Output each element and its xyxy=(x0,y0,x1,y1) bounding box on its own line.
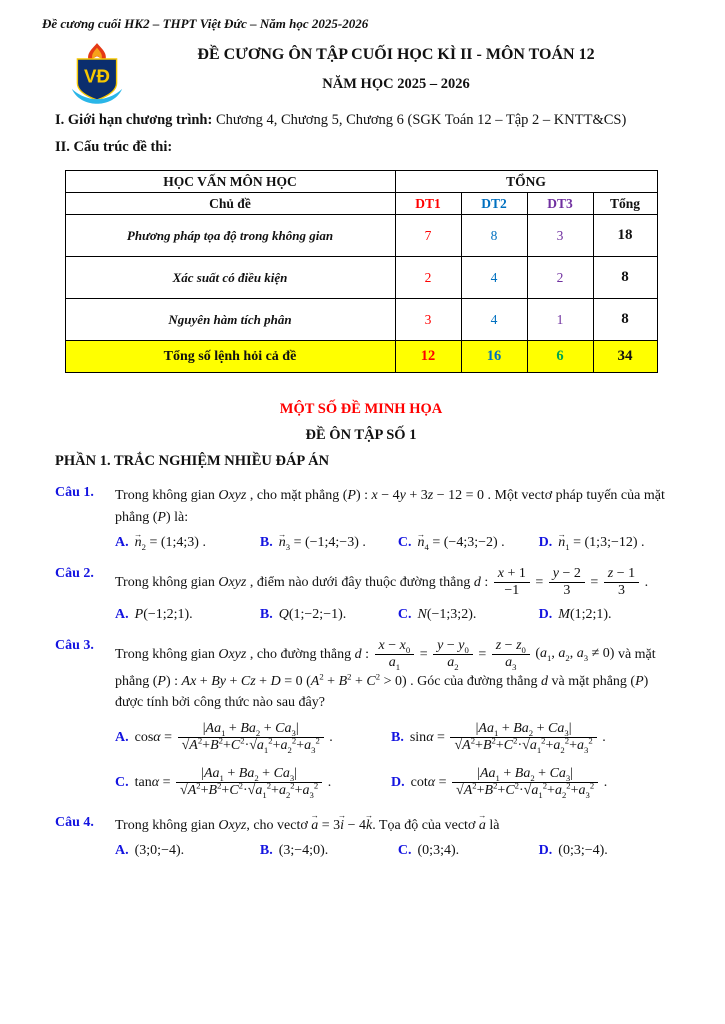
option-content: $n \to_1$ = (1;3;−12) . xyxy=(558,535,644,550)
footer-dt1: 12 xyxy=(395,341,461,373)
option-d xyxy=(539,843,667,859)
option-content: sinα = $\frac{|Aa_1 + Ba_2 + Ca_3|}{√A^2+B^2+C^2\cdot√a_1^2+a_2^2+a_3^2}$ . xyxy=(409,721,606,756)
section-scope-text: Chương 4, Chương 5, Chương 6 (SGK Toán 12 – Tập 2 – KNTT&CS) xyxy=(212,112,627,128)
row-dt2: 4 xyxy=(461,299,527,341)
option-letter: A. xyxy=(115,606,129,622)
table-footer-row xyxy=(65,341,657,373)
doc-subtitle: NĂM HỌC 2025 – 2026 xyxy=(322,76,470,92)
option-b xyxy=(391,721,667,754)
option-d xyxy=(539,535,667,551)
option-content: $n \to_2$ = (1;4;3) . xyxy=(135,535,206,550)
col-header-dt3: DT3 xyxy=(527,193,593,215)
heading-part-1: PHẦN 1. TRẮC NGHIỆM NHIỀU ĐÁP ÁN xyxy=(55,453,330,469)
question-1-options xyxy=(115,535,667,551)
table-row xyxy=(65,215,657,257)
option-letter: B. xyxy=(259,606,273,622)
row-total: 18 xyxy=(593,215,657,257)
option-a xyxy=(115,535,260,551)
option-content: $n \to_4$ = (−4;3;−2) . xyxy=(418,535,505,550)
option-content: tanα = $\frac{|Aa_1 + Ba_2 + Ca_3|}{√A^2+B^2+C^2\cdot√a_1^2+a_2^2+a_3^2}$ . xyxy=(134,766,332,801)
question-1-label: Câu 1. xyxy=(55,485,94,500)
row-total: 8 xyxy=(593,257,657,299)
heading-exam-1: ĐỀ ÔN TẬP SỐ 1 xyxy=(305,427,417,443)
option-b xyxy=(260,607,398,623)
row-dt2: 8 xyxy=(461,215,527,257)
option-c xyxy=(115,766,391,799)
option-letter: A. xyxy=(115,729,129,745)
option-letter: D. xyxy=(391,775,405,791)
option-a xyxy=(115,721,391,754)
option-d xyxy=(539,607,667,623)
heading-sample-exams: MỘT SỐ ĐỀ MINH HỌA xyxy=(279,401,443,417)
question-4-text: Trong không gian Oxyz, cho vectơ a → = 3i → − 4k →. Tọa độ của vectơ a → là xyxy=(115,815,667,837)
question-4-options xyxy=(115,843,667,859)
option-letter: C. xyxy=(115,775,129,791)
svg-text:VĐ: VĐ xyxy=(84,65,110,87)
document-header xyxy=(55,42,667,102)
table-header-right: TỔNG xyxy=(395,171,657,193)
row-dt1: 2 xyxy=(395,257,461,299)
question-1-text: Trong không gian Oxyz , cho mặt phẳng (P) : x − 4y + 3z − 12 = 0 . Một vectơ pháp tuyến của mặt phẳng (P) là: xyxy=(115,488,665,525)
question-2 xyxy=(55,566,667,622)
question-2-text: Trong không gian Oxyz , điểm nào dưới đây thuộc đường thẳng d : $\frac{x + 1}{-1}$ = $\frac{y - 2}{3}$ = $\frac{z - 1}{3}$ . xyxy=(115,566,649,599)
school-logo-icon xyxy=(69,42,125,102)
row-dt1: 3 xyxy=(395,299,461,341)
row-topic: Phương pháp tọa độ trong không gian xyxy=(65,215,395,257)
option-letter: D. xyxy=(538,606,553,622)
option-content: (3;−4;0). xyxy=(278,843,329,859)
option-a xyxy=(115,607,260,623)
option-letter: B. xyxy=(259,535,273,551)
option-letter: C. xyxy=(397,606,412,622)
row-topic: Nguyên hàm tích phân xyxy=(65,299,395,341)
option-content: (0;3;4). xyxy=(417,843,460,859)
option-content: N(−1;3;2). xyxy=(417,606,477,622)
question-2-options xyxy=(115,607,667,623)
section-structure xyxy=(55,139,667,156)
row-dt2: 4 xyxy=(461,257,527,299)
table-header-row xyxy=(65,171,657,193)
question-2-label: Câu 2. xyxy=(55,566,94,582)
option-letter: C. xyxy=(397,535,412,551)
col-header-dt2: DT2 xyxy=(461,193,527,215)
question-3 xyxy=(55,638,667,800)
question-3-options xyxy=(115,721,667,799)
option-content: cotα = $\frac{|Aa_1 + Ba_2 + Ca_3|}{√A^2+B^2+C^2\cdot√a_1^2+a_2^2+a_3^2}$ . xyxy=(410,766,608,801)
table-row xyxy=(65,257,657,299)
option-content: $n \to_3$ = (−1;4;−3) . xyxy=(279,535,366,550)
option-b xyxy=(260,843,398,859)
option-c xyxy=(398,843,539,859)
option-c xyxy=(398,535,539,551)
table-row xyxy=(65,299,657,341)
exam-structure-table xyxy=(65,170,658,373)
section-scope-label: I. Giới hạn chương trình: xyxy=(55,112,213,128)
row-total: 8 xyxy=(593,299,657,341)
col-header-total: Tổng xyxy=(593,193,657,215)
row-topic: Xác suất có điều kiện xyxy=(65,257,395,299)
option-letter: D. xyxy=(538,843,553,859)
footer-dt2: 16 xyxy=(461,341,527,373)
option-content: M(1;2;1). xyxy=(558,606,612,622)
question-4 xyxy=(55,815,667,860)
header-titles xyxy=(125,42,667,93)
row-dt3: 3 xyxy=(527,215,593,257)
option-letter: B. xyxy=(259,843,273,859)
option-content: (3;0;−4). xyxy=(134,843,185,859)
question-3-label: Câu 3. xyxy=(55,637,94,653)
option-letter: A. xyxy=(115,535,129,551)
option-content: (0;3;−4). xyxy=(558,843,608,859)
section-structure-label: II. Cấu trúc đề thi: xyxy=(55,139,173,155)
question-3-text: Trong không gian Oxyz , cho đường thẳng d : $\frac{x - x_0}{a_1}$ = $\frac{y - y_0}{a_2}$ = $\frac{z - z_0}{a_3}$ ($a_1$, $a_2$, $a_3 \ne 0$) và mặt phẳng (P) : Ax + By + Cz + D = 0 $(A^2 + B^2 + C^2 > 0)$ . Góc của đường thẳng d và mặt phẳng (P) được tính bởi công thức nào sau đây? xyxy=(115,637,656,711)
col-header-topic: Chủ đề xyxy=(65,193,395,215)
option-b xyxy=(260,535,398,551)
row-dt1: 7 xyxy=(395,215,461,257)
option-d xyxy=(391,766,667,799)
row-dt3: 1 xyxy=(527,299,593,341)
footer-topic: Tổng số lệnh hỏi cả đề xyxy=(65,341,395,373)
footer-dt3: 6 xyxy=(527,341,593,373)
row-dt3: 2 xyxy=(527,257,593,299)
option-a xyxy=(115,843,260,859)
option-letter: B. xyxy=(391,729,404,745)
page-header-note: Đề cương cuối HK2 – THPT Việt Đức – Năm học 2025-2026 xyxy=(42,16,369,31)
option-letter: A. xyxy=(115,843,129,859)
doc-title: ĐỀ CƯƠNG ÔN TẬP CUỐI HỌC KÌ II - MÔN TOÁN 12 xyxy=(197,46,595,63)
question-1 xyxy=(55,485,667,551)
col-header-dt1: DT1 xyxy=(395,193,461,215)
table-subheader-row xyxy=(65,193,657,215)
table-header-left: HỌC VẤN MÔN HỌC xyxy=(65,171,395,193)
option-letter: C. xyxy=(397,843,412,859)
section-scope xyxy=(55,112,667,129)
option-content: Q(1;−2;−1). xyxy=(278,606,347,622)
option-letter: D. xyxy=(538,535,553,551)
footer-total: 34 xyxy=(593,341,657,373)
question-4-label: Câu 4. xyxy=(55,814,94,830)
option-content: P(−1;2;1). xyxy=(134,606,193,622)
option-c xyxy=(398,607,539,623)
option-content: cosα = $\frac{|Aa_1 + Ba_2 + Ca_3|}{√A^2+B^2+C^2\cdot√a_1^2+a_2^2+a_3^2}$ . xyxy=(134,721,333,756)
